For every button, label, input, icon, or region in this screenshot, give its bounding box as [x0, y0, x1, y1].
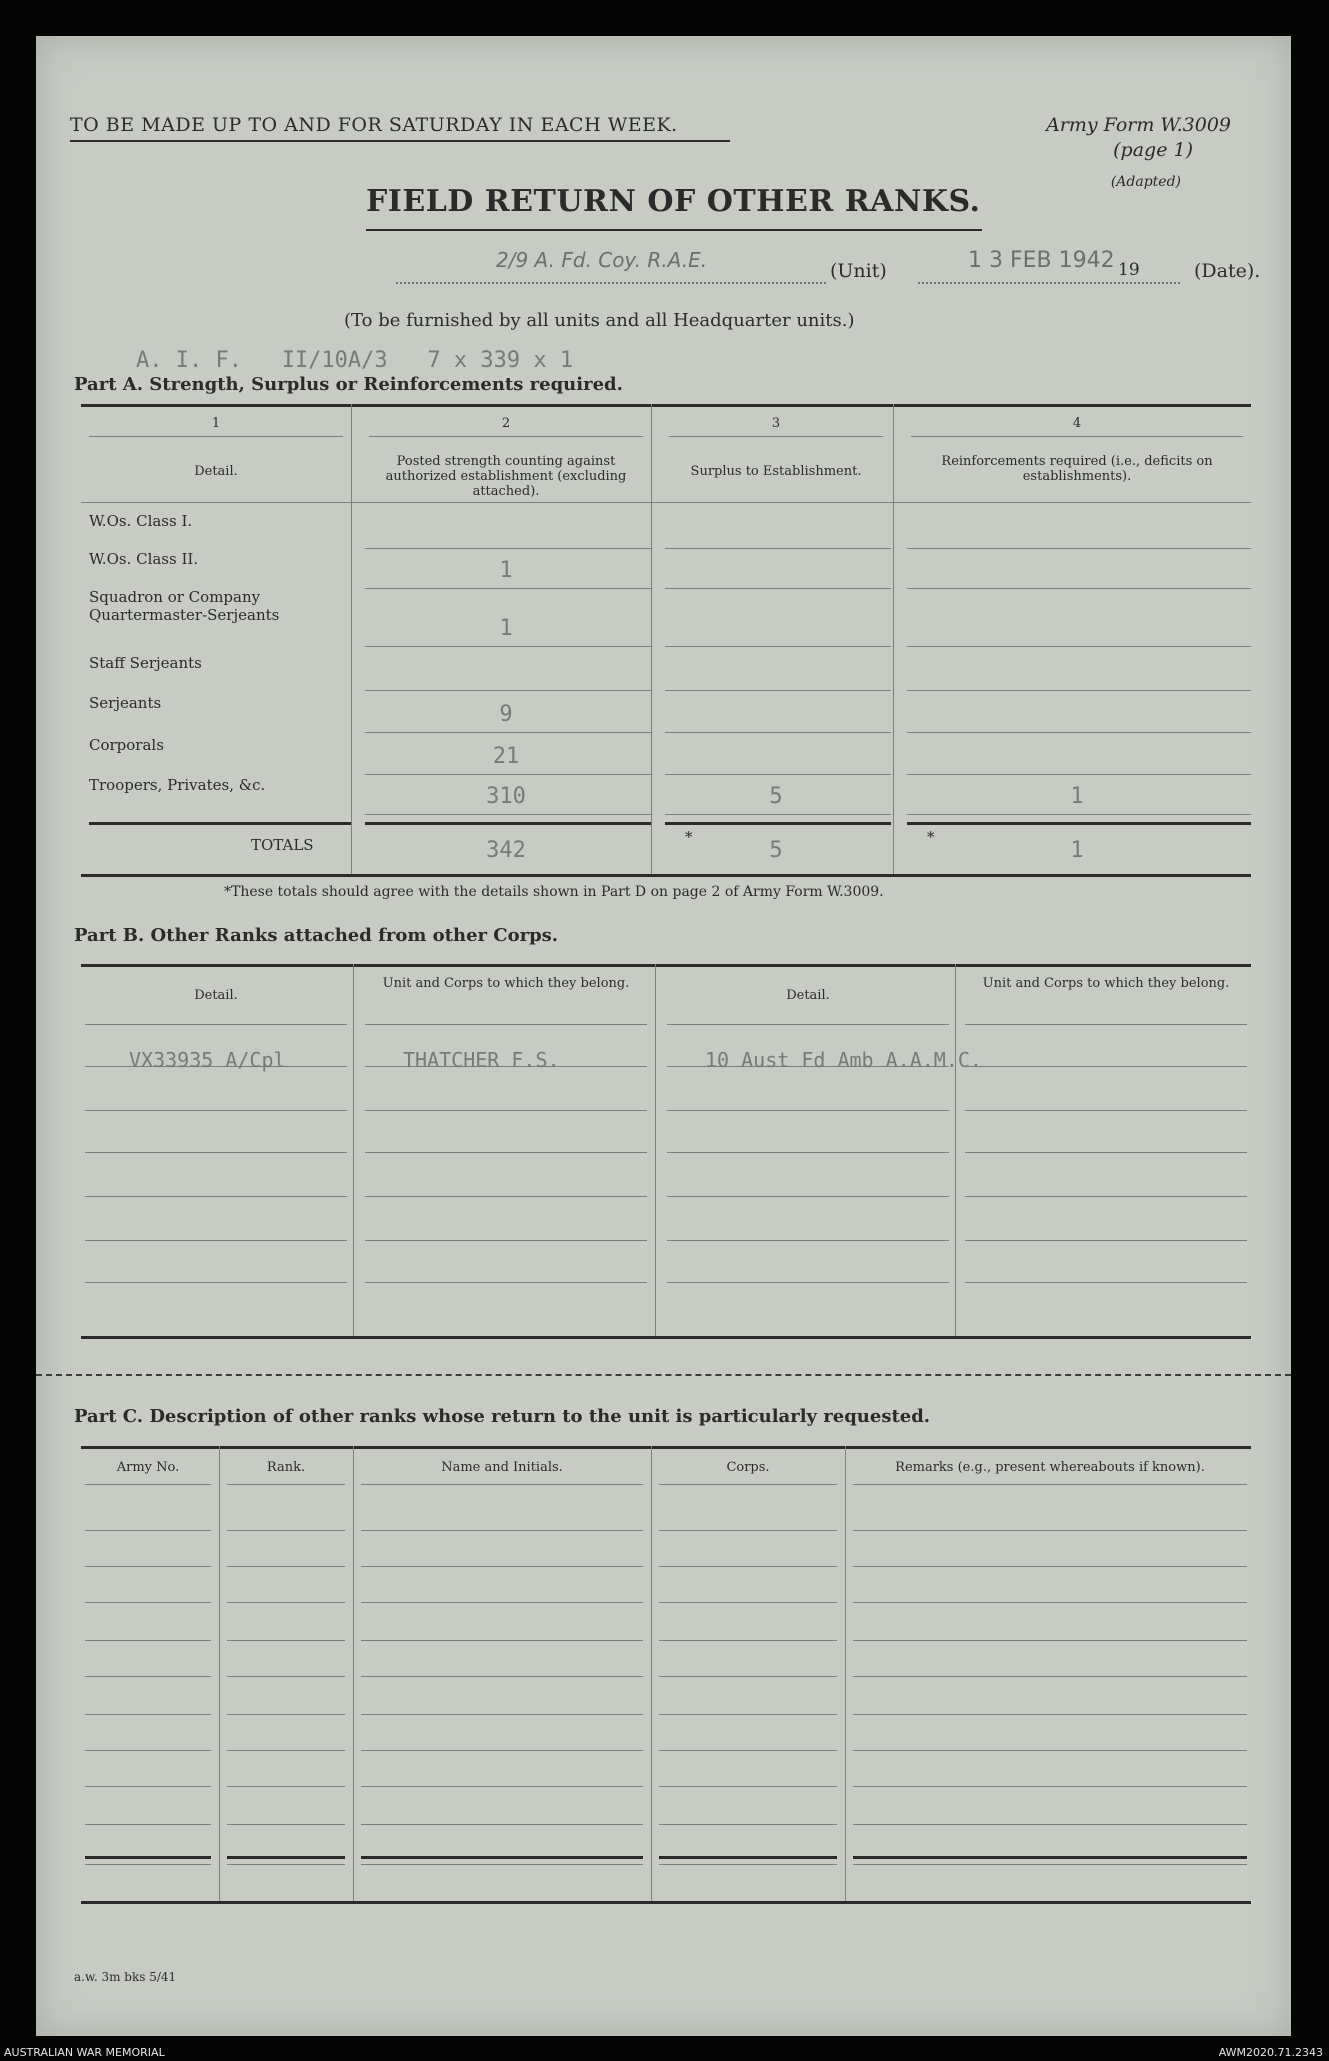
row-rule: [667, 1240, 949, 1241]
row-rule: [361, 1824, 643, 1825]
attached-name: THATCHER F.S.: [403, 1048, 560, 1072]
furnished-note: (To be furnished by all units and all Headquarter units.): [344, 310, 855, 331]
row-rule: [85, 1824, 211, 1825]
row-rule: [361, 1602, 643, 1603]
column-divider: [651, 404, 652, 874]
row-rule: [85, 1602, 211, 1603]
row-rule: [965, 1110, 1247, 1111]
total-reinforcements-value: 1: [1070, 838, 1084, 863]
row-rule: [365, 548, 651, 549]
row-rule: [85, 1750, 211, 1751]
closing-rule-thin: [853, 1864, 1247, 1865]
closing-rule-thin: [361, 1864, 643, 1865]
part-b-col-header: Detail.: [786, 988, 830, 1003]
row-rule: [665, 690, 891, 691]
col-number-rule: [911, 436, 1243, 437]
part-c-col-header: Name and Initials.: [441, 1460, 563, 1475]
row-rule: [365, 774, 651, 775]
part-b-col-header: Unit and Corps to which they belong.: [982, 976, 1230, 991]
form-title: FIELD RETURN OF OTHER RANKS.: [366, 184, 981, 219]
row-rule: [85, 1786, 211, 1787]
part-a-col-number: 3: [771, 416, 781, 431]
row-rule: [907, 690, 1251, 691]
row-rule: [85, 1152, 347, 1153]
part-a-col-number: 2: [501, 416, 511, 431]
row-rule: [361, 1786, 643, 1787]
row-rule: [659, 1676, 837, 1677]
form-reference: A. I. F. II/10A/3 7 x 339 x 1: [136, 348, 574, 373]
row-rule: [853, 1602, 1247, 1603]
col-number-rule: [369, 436, 643, 437]
row-rule: [361, 1566, 643, 1567]
row-rule: [85, 1024, 347, 1025]
row-rule: [659, 1824, 837, 1825]
part-a-col-number: 4: [1072, 416, 1082, 431]
row-rule: [667, 1196, 949, 1197]
total-posted-value: 342: [486, 838, 526, 863]
col-number-rule: [669, 436, 883, 437]
row-rule: [659, 1640, 837, 1641]
row-rule: [227, 1640, 345, 1641]
row-rule: [361, 1640, 643, 1641]
row-rule: [853, 1714, 1247, 1715]
part-a-row-label: Staff Serjeants: [89, 654, 202, 672]
column-divider: [353, 964, 354, 1336]
row-rule: [361, 1714, 643, 1715]
attached-unit-corps: 10 Aust Fd Amb A.A.M.C.: [705, 1048, 982, 1072]
total-surplus-value: 5: [769, 838, 783, 863]
row-rule: [227, 1566, 345, 1567]
page-number: (page 1): [1113, 139, 1193, 161]
posted-strength-value: 1: [499, 558, 513, 583]
row-rule: [853, 1750, 1247, 1751]
totals-asterisk: *: [927, 828, 935, 846]
row-rule: [361, 1750, 643, 1751]
part-b-heading: Part B. Other Ranks attached from other Corps.: [74, 925, 559, 946]
row-rule: [365, 690, 651, 691]
column-divider: [353, 1446, 354, 1901]
row-rule: [365, 732, 651, 733]
row-rule: [659, 1786, 837, 1787]
form-sheet: [36, 36, 1291, 2036]
part-c-col-header: Rank.: [266, 1460, 306, 1475]
totals-rule: [907, 822, 1251, 825]
part-c-top-rule: [81, 1446, 1251, 1449]
row-rule: [907, 814, 1251, 815]
row-rule: [965, 1152, 1247, 1153]
row-rule: [227, 1602, 345, 1603]
part-a-row-label: Squadron or Company Quartermaster-Serjeants: [89, 588, 280, 624]
row-rule: [853, 1786, 1247, 1787]
posted-strength-value: 1: [499, 616, 513, 641]
row-rule: [361, 1530, 643, 1531]
column-divider: [219, 1446, 220, 1901]
row-rule: [85, 1714, 211, 1715]
row-rule: [853, 1676, 1247, 1677]
row-rule: [365, 646, 651, 647]
closing-rule: [361, 1856, 643, 1859]
part-a-col-header: Posted strength counting against authorized establishment (excluding attached).: [385, 454, 627, 499]
closing-rule: [659, 1856, 837, 1859]
row-rule: [665, 774, 891, 775]
row-rule: [85, 1282, 347, 1283]
row-rule: [365, 1196, 647, 1197]
totals-asterisk: *: [685, 828, 693, 846]
part-a-col-header: Reinforcements required (i.e., deficits on establishments).: [941, 454, 1213, 484]
part-c-heading: Part C. Description of other ranks whose return to the unit is particularly requested.: [74, 1406, 931, 1427]
surplus-value: 5: [769, 784, 783, 809]
posted-strength-value: 9: [499, 702, 513, 727]
closing-rule: [853, 1856, 1247, 1859]
header-instruction: TO BE MADE UP TO AND FOR SATURDAY IN EACH WEEK.: [70, 114, 678, 136]
row-rule: [965, 1024, 1247, 1025]
perforation-line: [36, 1374, 1291, 1376]
row-rule: [667, 1110, 949, 1111]
row-rule: [227, 1750, 345, 1751]
date-label: (Date).: [1194, 260, 1261, 282]
closing-rule-thin: [227, 1864, 345, 1865]
row-rule: [659, 1566, 837, 1567]
col-number-rule: [89, 436, 343, 437]
part-c-col-header: Remarks (e.g., present whereabouts if known).: [895, 1460, 1205, 1475]
totals-rule-left: [89, 822, 351, 825]
row-rule: [907, 732, 1251, 733]
row-rule: [361, 1676, 643, 1677]
unit-field: [396, 248, 826, 284]
part-c-col-header: Corps.: [726, 1460, 770, 1475]
row-rule: [659, 1530, 837, 1531]
part-c-bottom-rule: [81, 1901, 1251, 1904]
row-rule: [365, 1152, 647, 1153]
row-rule: [667, 1024, 949, 1025]
row-rule: [659, 1484, 837, 1485]
column-divider: [651, 1446, 652, 1901]
credit-left: AUSTRALIAN WAR MEMORIAL: [4, 2046, 165, 2059]
row-rule: [365, 1282, 647, 1283]
part-a-row-label: W.Os. Class I.: [89, 512, 193, 530]
part-a-bottom-rule: [81, 874, 1251, 877]
row-rule: [965, 1282, 1247, 1283]
row-rule: [227, 1824, 345, 1825]
part-a-col-header: Detail.: [194, 464, 238, 479]
row-rule: [665, 646, 891, 647]
closing-rule-thin: [85, 1864, 211, 1865]
posted-strength-value: 310: [486, 784, 526, 809]
row-rule: [965, 1196, 1247, 1197]
row-rule: [667, 1282, 949, 1283]
title-underline: [366, 229, 982, 231]
row-rule: [853, 1566, 1247, 1567]
row-rule: [85, 1566, 211, 1567]
adapted-note: (Adapted): [1110, 174, 1181, 190]
row-rule: [965, 1066, 1247, 1067]
column-divider: [845, 1446, 846, 1901]
row-rule: [227, 1676, 345, 1677]
closing-rule-thin: [659, 1864, 837, 1865]
totals-label: TOTALS: [251, 836, 314, 854]
row-rule: [365, 1240, 647, 1241]
part-a-row-label: W.Os. Class II.: [89, 550, 199, 568]
reinforcements-value: 1: [1070, 784, 1084, 809]
row-rule: [907, 548, 1251, 549]
closing-rule: [227, 1856, 345, 1859]
part-a-col-header: Surplus to Establishment.: [690, 464, 862, 479]
part-a-table: [81, 404, 1251, 879]
part-a-row-label: Serjeants: [89, 694, 162, 712]
row-rule: [659, 1714, 837, 1715]
row-rule: [665, 588, 891, 589]
credit-right: AWM2020.71.2343: [1218, 2046, 1323, 2059]
part-a-heading: Part A. Strength, Surplus or Reinforcements required.: [74, 374, 623, 395]
date-stamp: 1 3 FEB 1942: [968, 248, 1115, 273]
part-a-col-number: 1: [211, 416, 221, 431]
date-field: [918, 248, 1180, 284]
part-b-table: [81, 964, 1251, 1344]
part-a-row-label: Corporals: [89, 736, 164, 754]
row-rule: [365, 1024, 647, 1025]
attached-detail: VX33935 A/Cpl: [129, 1048, 286, 1072]
header-bottom-rule: [81, 502, 1251, 503]
row-rule: [853, 1824, 1247, 1825]
row-rule: [227, 1484, 345, 1485]
column-divider: [351, 404, 352, 874]
row-rule: [665, 814, 891, 815]
part-b-col-header: Unit and Corps to which they belong.: [382, 976, 630, 991]
header-underline: [70, 140, 730, 142]
part-c-col-header: Army No.: [116, 1460, 180, 1475]
part-b-col-header: Detail.: [194, 988, 238, 1003]
unit-value: 2/9 A. Fd. Coy. R.A.E.: [496, 248, 708, 272]
unit-label: (Unit): [830, 260, 887, 282]
row-rule: [85, 1240, 347, 1241]
posted-strength-value: 21: [492, 744, 520, 769]
part-a-footnote: *These totals should agree with the details shown in Part D on page 2 of Army Form W.3009.: [224, 884, 884, 900]
part-b-top-rule: [81, 964, 1251, 967]
row-rule: [361, 1484, 643, 1485]
row-rule: [365, 588, 651, 589]
row-rule: [85, 1196, 347, 1197]
column-divider: [655, 964, 656, 1336]
row-rule: [853, 1640, 1247, 1641]
column-divider: [893, 404, 894, 874]
row-rule: [85, 1484, 211, 1485]
row-rule: [85, 1110, 347, 1111]
row-rule: [85, 1676, 211, 1677]
part-c-table: [81, 1446, 1251, 1906]
row-rule: [667, 1152, 949, 1153]
row-rule: [853, 1484, 1247, 1485]
date-year-prefix: 19: [1118, 260, 1140, 280]
row-rule: [365, 814, 651, 815]
totals-rule: [365, 822, 651, 825]
totals-rule: [665, 822, 891, 825]
row-rule: [665, 732, 891, 733]
closing-rule: [85, 1856, 211, 1859]
row-rule: [965, 1240, 1247, 1241]
row-rule: [853, 1530, 1247, 1531]
row-rule: [85, 1640, 211, 1641]
part-a-row-label: Troopers, Privates, &c.: [89, 776, 266, 794]
row-rule: [227, 1530, 345, 1531]
part-b-bottom-rule: [81, 1336, 1251, 1339]
row-rule: [907, 646, 1251, 647]
row-rule: [365, 1110, 647, 1111]
part-a-top-rule: [81, 404, 1251, 407]
row-rule: [659, 1602, 837, 1603]
row-rule: [907, 774, 1251, 775]
row-rule: [907, 588, 1251, 589]
row-rule: [665, 548, 891, 549]
row-rule: [85, 1530, 211, 1531]
row-rule: [659, 1750, 837, 1751]
print-code: a.w. 3m bks 5/41: [74, 1970, 177, 1984]
column-divider: [955, 964, 956, 1336]
row-rule: [227, 1714, 345, 1715]
army-form-number: Army Form W.3009: [1046, 114, 1231, 136]
row-rule: [227, 1786, 345, 1787]
